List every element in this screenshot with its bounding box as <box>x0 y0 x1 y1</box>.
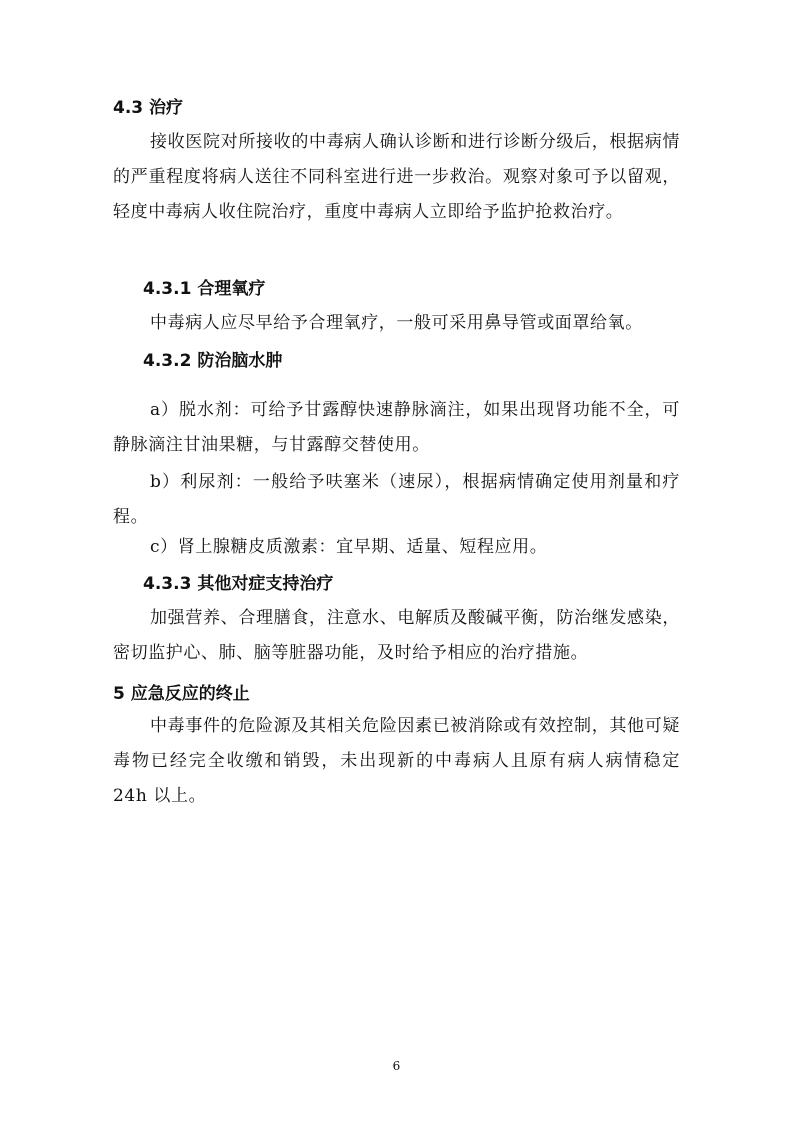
section-heading-4-3-1: 4.3.1 合理氧疗 <box>143 279 266 299</box>
paragraph-termination-criteria: 中毒事件的危险源及其相关危险因素已被消除或有效控制，其他可疑毒物已经完全收缴和销毁，未出现新的中毒病人且原有病人病情稳定 24h 以上。 <box>113 716 680 806</box>
section-heading-4-3: 4.3 治疗 <box>113 98 184 118</box>
section-heading-4-3-3: 4.3.3 其他对症支持治疗 <box>143 574 334 594</box>
page-number: 6 <box>392 1059 401 1073</box>
paragraph-diuretic: b）利尿剂：一般给予呋塞米（速尿），根据病情确定使用剂量和疗程。 <box>113 472 680 527</box>
paragraph-dehydrating-agent: a）脱水剂：可给予甘露醇快速静脉滴注，如果出现肾功能不全，可静脉滴注甘油果糖，与甘露醇交替使用。 <box>113 400 680 455</box>
section-heading-5: 5 应急反应的终止 <box>113 684 250 704</box>
paragraph-glucocorticoid: c）肾上腺糖皮质激素：宜早期、适量、短程应用。 <box>150 537 548 557</box>
paragraph-oxygen-therapy: 中毒病人应尽早给予合理氧疗，一般可采用鼻导管或面罩给氧。 <box>150 313 643 333</box>
section-heading-4-3-2: 4.3.2 防治脑水肿 <box>143 351 283 371</box>
paragraph-supportive-treatment: 加强营养、合理膳食，注意水、电解质及酸碱平衡，防治继发感染，密切监护心、肺、脑等脏器功能，及时给予相应的治疗措施。 <box>113 608 680 663</box>
paragraph-treatment-intro: 接收医院对所接收的中毒病人确认诊断和进行诊断分级后，根据病情的严重程度将病人送往不同科室进行进一步救治。观察对象可予以留观，轻度中毒病人收住院治疗，重度中毒病人立即给予监护抢救治疗。 <box>113 132 680 222</box>
